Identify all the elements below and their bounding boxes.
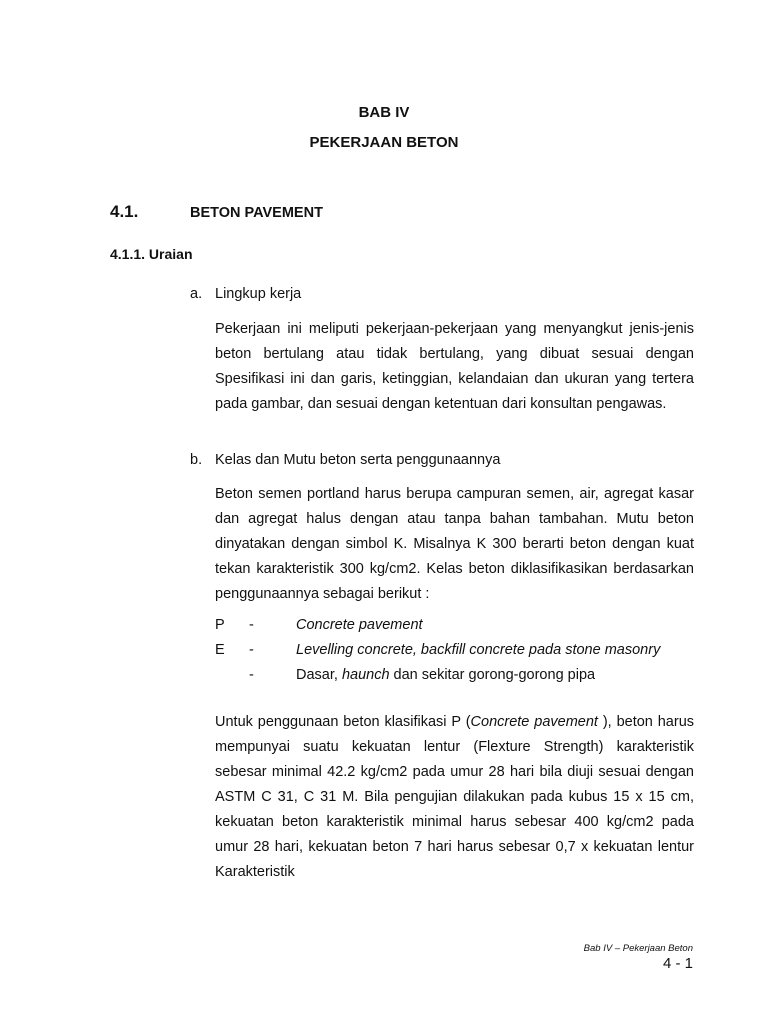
class-dash: -: [249, 667, 254, 683]
section-title: BETON PAVEMENT: [190, 205, 323, 221]
class-dash: -: [249, 642, 254, 658]
item-a-title: Lingkup kerja: [215, 286, 302, 302]
item-a-marker: a.: [190, 286, 203, 302]
class-dash: -: [249, 617, 254, 633]
chapter-heading: BAB IV: [358, 104, 410, 121]
subsection-title: 4.1.1. Uraian: [110, 246, 193, 262]
page-number: 4 - 1: [662, 955, 693, 972]
item-b-marker: b.: [190, 452, 203, 468]
section-number: 4.1.: [110, 202, 139, 221]
class-description: Levelling concrete, backfill concrete pada stone masonry: [296, 642, 661, 658]
footer-running-title: Bab IV – Pekerjaan Beton: [583, 943, 693, 954]
class-description: Concrete pavement: [296, 617, 423, 633]
item-b-paragraph: Beton semen portland harus berupa campuran semen, air, agregat kasar dan agregat halus dengan atau tanpa bahan tambahan. Mutu beton dinyatakan dengan simbol K. Misalnya K 300 berarti beton dengan kuat tekan karakteristik 300 kg/cm2. Kelas beton diklasifikasikan berdasarkan penggunaannya sebagai berikut :: [215, 486, 694, 602]
class-code: E: [215, 642, 225, 658]
item-a-paragraph: Pekerjaan ini meliputi pekerjaan-pekerjaan yang menyangkut jenis-jenis beton bertulang atau tidak bertulang, yang dibuat sesuai dengan Spesifikasi ini dan garis, ketinggian, kelandaian dan ukuran yang tertera pada gambar, dan sesuai dengan ketentuan dari konsultan pengawas.: [215, 321, 694, 412]
chapter-title: PEKERJAAN BETON: [309, 134, 459, 151]
class-code: P: [215, 617, 225, 633]
class-description: Dasar, haunch dan sekitar gorong-gorong pipa: [296, 667, 596, 683]
item-b-title: Kelas dan Mutu beton serta penggunaannya: [215, 452, 501, 468]
closing-paragraph: Untuk penggunaan beton klasifikasi P (Concrete pavement ), beton harus mempunyai suatu kekuatan lentur (Flexture Strength) karakteristik sebesar minimal 42.2 kg/cm2 pada umur 28 hari bila diuji sesuai dengan ASTM C 31, C 31 M. Bila pengujian dilakukan pada kubus 15 x 15 cm, kekuatan beton karakteristik minimal harus sebesar 400 kg/cm2 pada umur 28 hari, kekuatan beton 7 hari harus sebesar 0,7 x kekuatan lentur Karakteristik: [215, 714, 695, 880]
